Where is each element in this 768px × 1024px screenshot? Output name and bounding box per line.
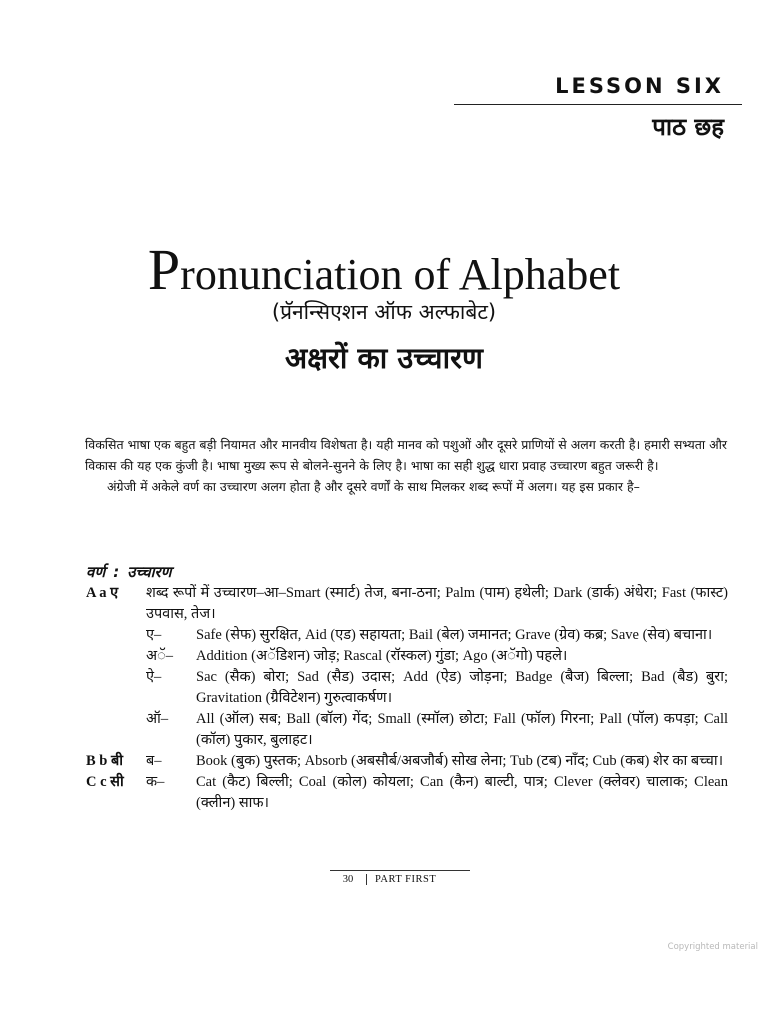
letter-entry-a: [86, 583, 728, 625]
letter-pronunciation-text: शब्द रूपों में उच्चारण–आ–Smart (स्मार्ट) तेज, बना-ठना; Palm (पाम) हथेली; Dark (डार्क) अंधेरा; Fast (फास्ट) उपवास, तेज।: [146, 585, 728, 622]
letter-label: C c सी: [86, 774, 124, 790]
letter-entries: [86, 583, 728, 814]
sound-examples: Book (बुक) पुस्तक; Absorb (अबसौर्ब/अबजौर्ब) सोख लेना; Tub (टब) नाँद; Cub (कब) शेर का बच्चा।: [196, 753, 724, 769]
lesson-heading-hindi: पाठ छह: [652, 113, 724, 141]
title-pronunciation: (प्रॅनन्सिएशन ऑफ अल्फाबेट): [271, 300, 497, 324]
sound-marker: ब–: [146, 753, 162, 769]
sound-marker: ऐ–: [146, 669, 162, 685]
title-initial: P: [147, 237, 181, 302]
letter-label: A a ए: [86, 585, 119, 601]
sound-entry: [86, 667, 728, 709]
sound-entry: [86, 709, 728, 751]
sound-marker: ऑ–: [146, 711, 169, 727]
sound-marker: क–: [146, 774, 165, 790]
letter-entry-c: [86, 772, 728, 814]
sound-marker: अॅ–: [146, 648, 173, 664]
page-title: [0, 236, 768, 303]
sound-entry: [86, 625, 728, 646]
section-colon: :: [113, 563, 120, 581]
sound-examples: Safe (सेफ) सुरक्षित, Aid (एड) सहायता; Bail (बेल) जमानत; Grave (ग्रेव) कब्र; Save (सेव) बचाना।: [196, 627, 713, 643]
copyright-watermark: Copyrighted material: [667, 942, 758, 952]
page-footer: [330, 870, 470, 885]
section-heading: [86, 562, 171, 582]
section-col-pronunciation: उच्चारण: [127, 563, 172, 581]
sound-examples: Sac (सैक) बोरा; Sad (सैड) उदास; Add (ऐड) जोड़ना; Badge (बैज) बिल्ला; Bad (बैड) बुरा; Gravitation (ग्रैविटेशन) गुरुत्वाकर्षण।: [196, 669, 728, 706]
intro-paragraph: विकसित भाषा एक बहुत बड़ी नियामत और मानवीय विशेषता है। यही मानव को पशुओं और दूसरे प्राणियों से अलग करती है। हमारी सभ्यता और विकास की यह एक कुंजी है। भाषा मुख्य रूप से बोलने-सुनने के लिए है। भाषा का सही शुद्ध धारा प्रवाह उच्चारण बहुत जरूरी है।: [85, 437, 727, 473]
sound-examples: Addition (अॅडिशन) जोड़; Rascal (रॉस्कल) गुंडा; Ago (अॅगो) पहले।: [196, 648, 568, 664]
sound-marker: ए–: [146, 627, 162, 643]
letter-entry-b: [86, 751, 728, 772]
sound-examples: Cat (कैट) बिल्ली; Coal (कोल) कोयला; Can (कैन) बाल्टी, पात्र; Clever (क्लेवर) चालाक; Clean (क्लीन) साफ।: [196, 774, 728, 811]
title-hindi: अक्षरों का उच्चारण: [285, 341, 483, 375]
sound-entry: [86, 646, 728, 667]
intro-text: [85, 434, 727, 497]
part-label: PART FIRST: [375, 874, 437, 885]
title-rest: ronunciation of Alphabet: [180, 250, 621, 299]
page-number: 30: [330, 874, 367, 885]
letter-label: B b बी: [86, 753, 124, 769]
sound-examples: All (ऑल) सब; Ball (बॉल) गेंद; Small (स्मॉल) छोटा; Fall (फॉल) गिरना; Pall (पॉल) कपड़ा; Call (कॉल) पुकार, बुलाहट।: [196, 711, 728, 748]
lesson-heading-english: LESSON SIX: [555, 74, 724, 98]
section-col-letter: वर्ण: [86, 563, 106, 581]
heading-rule: [454, 104, 742, 105]
intro-paragraph: अंग्रेजी में अकेले वर्ण का उच्चारण अलग होता है और दूसरे वर्णों के साथ मिलकर शब्द रूपों में अलग। यह इस प्रकार है–: [107, 479, 640, 494]
